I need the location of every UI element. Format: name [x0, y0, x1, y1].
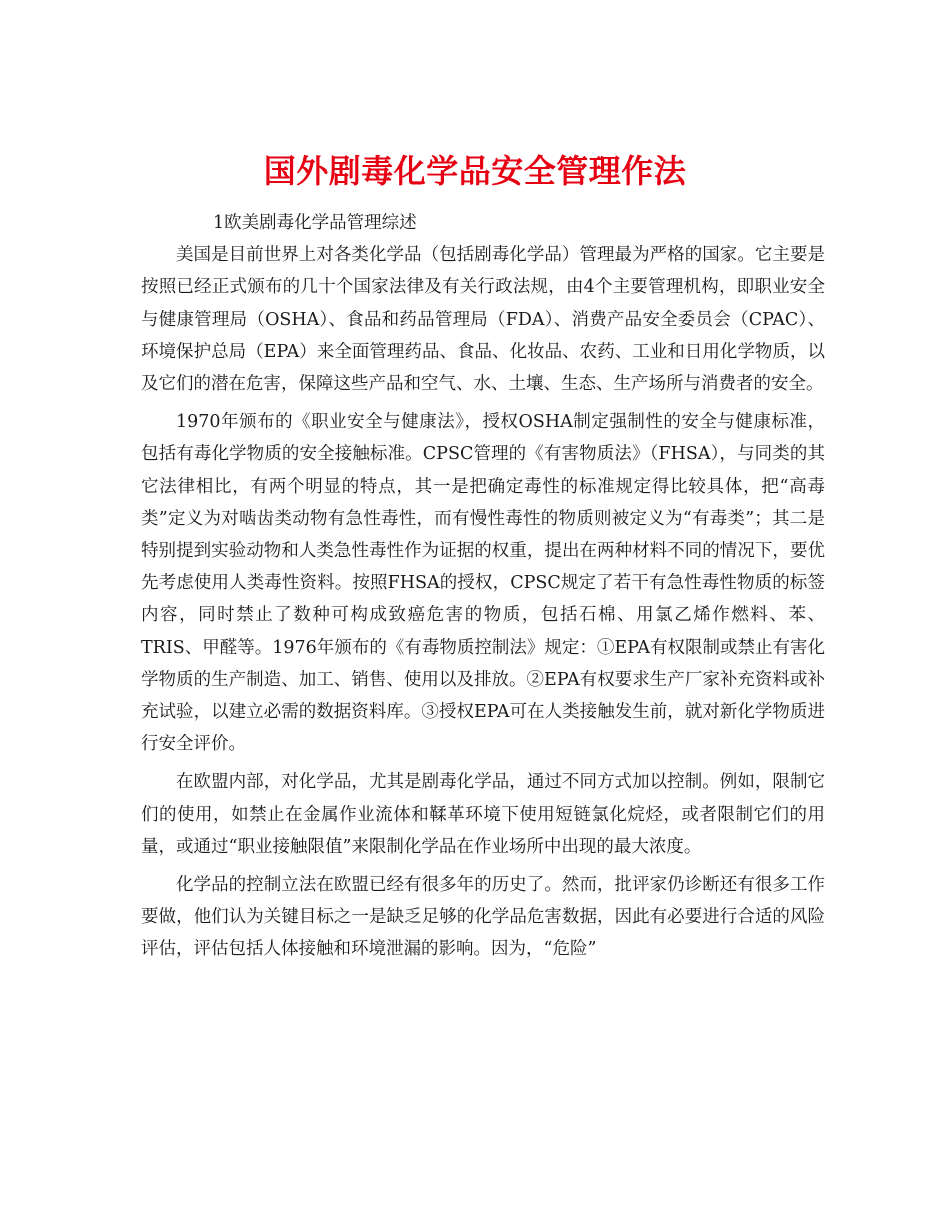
paragraph-us-laws: 1970年颁布的《职业安全与健康法》，授权OSHA制定强制性的安全与健康标准，包括有毒化学物质的安全接触标准。CPSC管理的《有害物质法》（FHSA），与同类的其它法律相比，有两个明显的特点，其一是把确定毒性的标准规定得比较具体，把“高毒类”定义为对啮齿类动物有急性毒性，而有慢性毒性的物质则被定义为“有毒类”；其二是特别提到实验动物和人类急性毒性作为证据的权重，提出在两种材料不同的情况下，要优先考虑使用人类毒性资料。按照FHSA的授权，CPSC规定了若干有急性毒性物质的标签内容，同时禁止了数种可构成致癌危害的物质，包括石棉、用氯乙烯作燃料、苯、TRIS、甲醛等。1976年颁布的《有毒物质控制法》规定：①EPA有权限制或禁止有害化学物质的生产制造、加工、销售、使用以及排放。②EPA有权要求生产厂家补充资料或补充试验，以建立必需的数据资料库。③授权EPA可在人类接触发生前，就对新化学物质进行安全评价。 [141, 412, 825, 755]
paragraph-eu-legislation: 化学品的控制立法在欧盟已经有很多年的历史了。然而，批评家仍诊断还有很多工作要做，他们认为关键目标之一是缺乏足够的化学品危害数据，因此有必要进行合适的风险评估，评估包括人体接触和环境泄漏的影响。因为，“危险” [141, 875, 825, 960]
document-body [141, 207, 825, 966]
section-heading: 1欧美剧毒化学品管理综述 [213, 213, 417, 233]
paragraph-us-overview: 美国是目前世界上对各类化学品（包括剧毒化学品）管理最为严格的国家。它主要是按照已经正式颁布的几十个国家法律及有关行政法规，由4个主要管理机构，即职业安全与健康管理局（OSHA）、食品和药品管理局（FDA）、消费产品安全委员会（CPAC）、环境保护总局（EPA）来全面管理药品、食品、化妆品、农药、工业和日用化学物质，以及它们的潜在危害，保障这些产品和空气、水、土壤、生态、生产场所与消费者的安全。 [141, 245, 825, 395]
document-title: 国外剧毒化学品安全管理作法 [263, 152, 687, 191]
paragraph-eu-controls: 在欧盟内部，对化学品，尤其是剧毒化学品，通过不同方式加以控制。例如，限制它们的使用，如禁止在金属作业流体和鞣革环境下使用短链氯化烷烃，或者限制它们的用量，或通过“职业接触限值”来限制化学品在作业场所中出现的最大浓度。 [141, 772, 825, 857]
